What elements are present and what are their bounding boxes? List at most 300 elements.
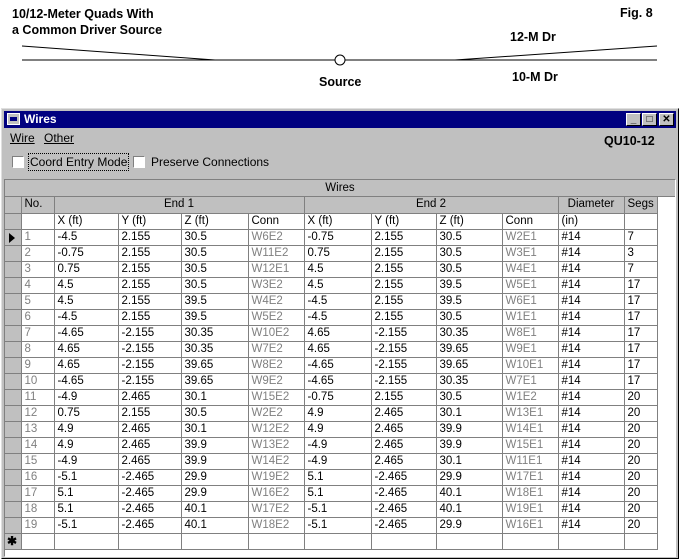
segs-cell[interactable]: 17: [624, 277, 657, 293]
row-selector[interactable]: [5, 325, 21, 341]
table-row[interactable]: [5, 485, 657, 501]
close-button[interactable]: ✕: [659, 113, 674, 126]
end2-z-cell[interactable]: 40.1: [436, 501, 502, 517]
end2-y-cell[interactable]: 2.155: [371, 229, 436, 245]
table-row[interactable]: [5, 373, 657, 389]
end2-conn-cell[interactable]: W10E1: [502, 357, 558, 373]
end2-conn-cell[interactable]: W16E1: [502, 517, 558, 533]
end1-y-cell[interactable]: 2.155: [118, 229, 181, 245]
end1-y-cell[interactable]: 2.465: [118, 421, 181, 437]
end1-z-cell[interactable]: 39.65: [181, 357, 248, 373]
subheader-y1: Y (ft): [118, 213, 181, 229]
end1-conn-cell[interactable]: W2E2: [248, 405, 304, 421]
end1-conn-cell[interactable]: W11E2: [248, 245, 304, 261]
new-row-cell[interactable]: [54, 533, 118, 549]
end2-conn-cell[interactable]: W13E1: [502, 405, 558, 421]
end2-conn-cell[interactable]: W19E1: [502, 501, 558, 517]
end1-x-cell[interactable]: 4.5: [54, 277, 118, 293]
diameter-cell[interactable]: #14: [558, 485, 624, 501]
end1-x-cell[interactable]: -4.5: [54, 309, 118, 325]
end2-z-cell[interactable]: 30.1: [436, 453, 502, 469]
end1-y-cell[interactable]: 2.155: [118, 405, 181, 421]
row-selector[interactable]: [5, 453, 21, 469]
end1-y-cell[interactable]: 2.465: [118, 453, 181, 469]
end1-z-cell[interactable]: 39.5: [181, 309, 248, 325]
row-selector[interactable]: [5, 357, 21, 373]
end2-z-cell[interactable]: 30.5: [436, 309, 502, 325]
title-bar[interactable]: [4, 111, 676, 128]
end2-x-cell[interactable]: -5.1: [304, 517, 371, 533]
end1-y-cell[interactable]: -2.465: [118, 485, 181, 501]
end1-x-cell[interactable]: -0.75: [54, 245, 118, 261]
end2-z-cell[interactable]: 40.1: [436, 485, 502, 501]
end1-x-cell[interactable]: 5.1: [54, 485, 118, 501]
end2-z-cell[interactable]: 29.9: [436, 517, 502, 533]
table-row[interactable]: [5, 309, 657, 325]
end2-z-cell[interactable]: 30.35: [436, 325, 502, 341]
wire-number-cell[interactable]: 13: [21, 421, 54, 437]
end1-conn-cell[interactable]: W13E2: [248, 437, 304, 453]
end2-x-cell[interactable]: -4.9: [304, 453, 371, 469]
segs-cell[interactable]: 17: [624, 341, 657, 357]
end1-conn-cell[interactable]: W19E2: [248, 469, 304, 485]
end1-x-cell[interactable]: 4.9: [54, 437, 118, 453]
table-row[interactable]: [5, 405, 657, 421]
end1-z-cell[interactable]: 30.5: [181, 277, 248, 293]
end2-x-cell[interactable]: 0.75: [304, 245, 371, 261]
end1-z-cell[interactable]: 30.1: [181, 421, 248, 437]
end2-conn-cell[interactable]: W6E1: [502, 293, 558, 309]
end1-conn-cell[interactable]: W10E2: [248, 325, 304, 341]
wire-number-cell[interactable]: 18: [21, 501, 54, 517]
end2-z-cell[interactable]: 30.5: [436, 229, 502, 245]
end1-y-cell[interactable]: -2.465: [118, 501, 181, 517]
end1-x-cell[interactable]: -4.9: [54, 389, 118, 405]
row-selector[interactable]: [5, 469, 21, 485]
end1-y-cell[interactable]: 2.465: [118, 437, 181, 453]
segs-cell[interactable]: 17: [624, 309, 657, 325]
end2-x-cell[interactable]: -0.75: [304, 229, 371, 245]
end2-conn-cell[interactable]: W18E1: [502, 485, 558, 501]
end2-y-cell[interactable]: 2.465: [371, 421, 436, 437]
table-row[interactable]: [5, 341, 657, 357]
coord-entry-box[interactable]: [12, 156, 24, 168]
row-selector[interactable]: [5, 261, 21, 277]
row-selector[interactable]: [5, 533, 21, 549]
segs-cell[interactable]: 20: [624, 437, 657, 453]
end1-z-cell[interactable]: 29.9: [181, 485, 248, 501]
subheader-x1: X (ft): [54, 213, 118, 229]
end1-conn-cell[interactable]: W14E2: [248, 453, 304, 469]
end1-x-cell[interactable]: 4.5: [54, 293, 118, 309]
end1-z-cell[interactable]: 40.1: [181, 501, 248, 517]
end1-y-cell[interactable]: -2.465: [118, 517, 181, 533]
end1-y-cell[interactable]: -2.155: [118, 373, 181, 389]
end2-z-cell[interactable]: 39.9: [436, 437, 502, 453]
end1-y-cell[interactable]: -2.155: [118, 325, 181, 341]
corner-cell: [5, 197, 21, 213]
end2-conn-cell[interactable]: W1E2: [502, 389, 558, 405]
source-marker: [335, 55, 345, 65]
wires-grid[interactable]: [4, 179, 676, 557]
new-row-asterisk-icon: ✱: [7, 533, 18, 548]
end2-z-cell[interactable]: 39.5: [436, 277, 502, 293]
subheader-conn1: Conn: [248, 213, 304, 229]
end1-x-cell[interactable]: 5.1: [54, 501, 118, 517]
end2-conn-cell[interactable]: W4E1: [502, 261, 558, 277]
table-row[interactable]: [5, 469, 657, 485]
end2-conn-cell[interactable]: W15E1: [502, 437, 558, 453]
end2-y-cell[interactable]: -2.155: [371, 325, 436, 341]
minimize-button[interactable]: _: [626, 113, 641, 126]
row-selector[interactable]: [5, 373, 21, 389]
end1-conn-cell[interactable]: W15E2: [248, 389, 304, 405]
end2-y-cell[interactable]: 2.155: [371, 261, 436, 277]
end2-y-cell[interactable]: -2.465: [371, 485, 436, 501]
end2-conn-cell[interactable]: W17E1: [502, 469, 558, 485]
end2-z-cell[interactable]: 30.5: [436, 245, 502, 261]
end2-x-cell[interactable]: -4.5: [304, 309, 371, 325]
end1-x-cell[interactable]: 4.9: [54, 421, 118, 437]
header-row-columns: [5, 213, 657, 229]
end1-x-cell[interactable]: -5.1: [54, 517, 118, 533]
end1-z-cell[interactable]: 39.9: [181, 437, 248, 453]
end1-y-cell[interactable]: -2.155: [118, 341, 181, 357]
end2-conn-cell[interactable]: W2E1: [502, 229, 558, 245]
row-selector[interactable]: [5, 245, 21, 261]
wire-number-cell[interactable]: 1: [21, 229, 54, 245]
end2-x-cell[interactable]: -4.65: [304, 357, 371, 373]
row-selector[interactable]: [5, 309, 21, 325]
row-selector[interactable]: [5, 421, 21, 437]
end1-y-cell[interactable]: 2.155: [118, 293, 181, 309]
end1-y-cell[interactable]: 2.155: [118, 261, 181, 277]
new-row-cell[interactable]: [118, 533, 181, 549]
row-selector[interactable]: [5, 405, 21, 421]
new-row-cell[interactable]: [248, 533, 304, 549]
row-selector[interactable]: [5, 389, 21, 405]
end2-x-cell[interactable]: 5.1: [304, 485, 371, 501]
end1-x-cell[interactable]: 0.75: [54, 405, 118, 421]
end2-z-cell[interactable]: 39.5: [436, 293, 502, 309]
end1-z-cell[interactable]: 30.35: [181, 341, 248, 357]
end1-x-cell[interactable]: 0.75: [54, 261, 118, 277]
end2-y-cell[interactable]: -2.465: [371, 501, 436, 517]
end1-z-cell[interactable]: 39.5: [181, 293, 248, 309]
end1-conn-cell[interactable]: W12E2: [248, 421, 304, 437]
menu-other[interactable]: Other: [44, 131, 75, 145]
coord-entry-label[interactable]: Coord Entry Mode: [30, 155, 128, 169]
end2-y-cell[interactable]: 2.155: [371, 293, 436, 309]
end2-z-cell[interactable]: 39.9: [436, 421, 502, 437]
diameter-cell[interactable]: #14: [558, 501, 624, 517]
end1-z-cell[interactable]: 30.35: [181, 325, 248, 341]
window-icon[interactable]: [7, 113, 20, 125]
new-row-cell[interactable]: [558, 533, 624, 549]
diameter-cell[interactable]: #14: [558, 389, 624, 405]
end1-x-cell[interactable]: -5.1: [54, 469, 118, 485]
table-row[interactable]: [5, 325, 657, 341]
diameter-cell[interactable]: #14: [558, 453, 624, 469]
menu-wire[interactable]: Wire: [10, 131, 35, 145]
end2-conn-cell[interactable]: W14E1: [502, 421, 558, 437]
end2-conn-cell[interactable]: W7E1: [502, 373, 558, 389]
window-title: Wires: [24, 112, 57, 126]
end1-z-cell[interactable]: 30.5: [181, 405, 248, 421]
segs-cell[interactable]: 7: [624, 229, 657, 245]
diameter-cell[interactable]: #14: [558, 517, 624, 533]
diameter-cell[interactable]: #14: [558, 261, 624, 277]
new-row-cell[interactable]: [371, 533, 436, 549]
end2-x-cell[interactable]: -5.1: [304, 501, 371, 517]
wire-number-cell[interactable]: 9: [21, 357, 54, 373]
subheader-blank: [21, 213, 54, 229]
diameter-cell[interactable]: #14: [558, 293, 624, 309]
subheader-conn2: Conn: [502, 213, 558, 229]
row-selector[interactable]: [5, 485, 21, 501]
header-segs[interactable]: Segs: [624, 197, 657, 213]
end1-conn-cell[interactable]: W16E2: [248, 485, 304, 501]
label-12m-driver: 12-M Dr: [510, 30, 556, 44]
wire-number-cell[interactable]: 16: [21, 469, 54, 485]
subheader-x2: X (ft): [304, 213, 371, 229]
end1-z-cell[interactable]: 40.1: [181, 517, 248, 533]
diameter-cell[interactable]: #14: [558, 437, 624, 453]
wire-number-cell[interactable]: 19: [21, 517, 54, 533]
end1-x-cell[interactable]: -4.65: [54, 325, 118, 341]
end1-x-cell[interactable]: 4.65: [54, 341, 118, 357]
end1-y-cell[interactable]: 2.465: [118, 389, 181, 405]
new-row-cell[interactable]: [624, 533, 657, 549]
table-row[interactable]: [5, 437, 657, 453]
end2-z-cell[interactable]: 30.35: [436, 373, 502, 389]
end2-y-cell[interactable]: 2.465: [371, 453, 436, 469]
new-row-cell[interactable]: [436, 533, 502, 549]
table-row[interactable]: [5, 261, 657, 277]
end2-y-cell[interactable]: -2.155: [371, 357, 436, 373]
segs-cell[interactable]: 20: [624, 501, 657, 517]
end2-conn-cell[interactable]: W9E1: [502, 341, 558, 357]
end2-x-cell[interactable]: 5.1: [304, 469, 371, 485]
end1-x-cell[interactable]: -4.9: [54, 453, 118, 469]
end1-z-cell[interactable]: 39.9: [181, 453, 248, 469]
end2-conn-cell[interactable]: W11E1: [502, 453, 558, 469]
end2-conn-cell[interactable]: W1E1: [502, 309, 558, 325]
preserve-connections-box[interactable]: [133, 156, 145, 168]
end2-x-cell[interactable]: 4.9: [304, 421, 371, 437]
end1-x-cell[interactable]: -4.5: [54, 229, 118, 245]
segs-cell[interactable]: 20: [624, 405, 657, 421]
segs-cell[interactable]: 20: [624, 485, 657, 501]
end1-z-cell[interactable]: 39.65: [181, 373, 248, 389]
header-end2[interactable]: End 2: [304, 197, 558, 213]
end1-conn-cell[interactable]: W7E2: [248, 341, 304, 357]
model-name: QU10-12: [604, 134, 655, 148]
row-selector[interactable]: [5, 517, 21, 533]
diameter-cell[interactable]: #14: [558, 277, 624, 293]
row-selector[interactable]: [5, 277, 21, 293]
wire-number-cell[interactable]: 12: [21, 405, 54, 421]
diameter-cell[interactable]: #14: [558, 309, 624, 325]
end2-y-cell[interactable]: 2.465: [371, 405, 436, 421]
new-row-cell[interactable]: [181, 533, 248, 549]
header-end1[interactable]: End 1: [54, 197, 304, 213]
table-row[interactable]: [5, 229, 657, 245]
table-row[interactable]: [5, 501, 657, 517]
diameter-cell[interactable]: #14: [558, 469, 624, 485]
end2-x-cell[interactable]: 4.65: [304, 341, 371, 357]
segs-cell[interactable]: 20: [624, 469, 657, 485]
end1-conn-cell[interactable]: W8E2: [248, 357, 304, 373]
end1-y-cell[interactable]: -2.465: [118, 469, 181, 485]
wire-number-cell[interactable]: 3: [21, 261, 54, 277]
figure-title-line1: 10/12-Meter Quads With: [12, 7, 154, 21]
end2-x-cell[interactable]: -4.9: [304, 437, 371, 453]
new-row[interactable]: [5, 533, 657, 549]
row-selector[interactable]: [5, 229, 21, 245]
wire-number-cell[interactable]: 8: [21, 341, 54, 357]
header-diameter[interactable]: Diameter: [558, 197, 624, 213]
end1-conn-cell[interactable]: W5E2: [248, 309, 304, 325]
table-row[interactable]: [5, 389, 657, 405]
end2-x-cell[interactable]: 4.5: [304, 277, 371, 293]
wire-number-cell[interactable]: 15: [21, 453, 54, 469]
row-selector[interactable]: [5, 341, 21, 357]
end1-conn-cell[interactable]: W4E2: [248, 293, 304, 309]
end2-conn-cell[interactable]: W8E1: [502, 325, 558, 341]
table-row[interactable]: [5, 277, 657, 293]
end2-x-cell[interactable]: -4.5: [304, 293, 371, 309]
end2-conn-cell[interactable]: W5E1: [502, 277, 558, 293]
end2-y-cell[interactable]: 2.465: [371, 437, 436, 453]
diameter-cell[interactable]: #14: [558, 325, 624, 341]
wire-number-cell[interactable]: 17: [21, 485, 54, 501]
diameter-cell[interactable]: #14: [558, 357, 624, 373]
segs-cell[interactable]: 17: [624, 357, 657, 373]
maximize-button[interactable]: □: [642, 113, 657, 126]
table-row[interactable]: [5, 245, 657, 261]
end2-y-cell[interactable]: -2.465: [371, 469, 436, 485]
diameter-cell[interactable]: #14: [558, 229, 624, 245]
wire-number-cell[interactable]: 10: [21, 373, 54, 389]
wire-number-cell[interactable]: 11: [21, 389, 54, 405]
end2-y-cell[interactable]: -2.155: [371, 373, 436, 389]
subheader-y2: Y (ft): [371, 213, 436, 229]
end1-y-cell[interactable]: 2.155: [118, 277, 181, 293]
segs-cell[interactable]: 17: [624, 325, 657, 341]
wire-number-cell[interactable]: 4: [21, 277, 54, 293]
header-row-groups: [5, 197, 657, 213]
wires-window: [1, 108, 679, 559]
row-selector[interactable]: [5, 437, 21, 453]
segs-cell[interactable]: 20: [624, 453, 657, 469]
table-row[interactable]: [5, 293, 657, 309]
header-no[interactable]: No.: [21, 197, 54, 213]
coord-entry-checkbox[interactable]: [12, 154, 128, 170]
preserve-connections-label[interactable]: Preserve Connections: [151, 155, 270, 169]
end1-conn-cell[interactable]: W17E2: [248, 501, 304, 517]
segs-cell[interactable]: 17: [624, 293, 657, 309]
end2-y-cell[interactable]: 2.155: [371, 277, 436, 293]
end2-z-cell[interactable]: 29.9: [436, 469, 502, 485]
end2-x-cell[interactable]: 4.65: [304, 325, 371, 341]
end2-x-cell[interactable]: -4.65: [304, 373, 371, 389]
end1-z-cell[interactable]: 30.1: [181, 389, 248, 405]
end2-z-cell[interactable]: 30.5: [436, 261, 502, 277]
table-row[interactable]: [5, 453, 657, 469]
wire-number-cell[interactable]: 6: [21, 309, 54, 325]
label-10m-driver: 10-M Dr: [512, 70, 558, 84]
end1-x-cell[interactable]: 4.65: [54, 357, 118, 373]
segs-cell[interactable]: 20: [624, 517, 657, 533]
diameter-cell[interactable]: #14: [558, 373, 624, 389]
end2-y-cell[interactable]: 2.155: [371, 309, 436, 325]
end1-conn-cell[interactable]: W3E2: [248, 277, 304, 293]
table-row[interactable]: [5, 357, 657, 373]
segs-cell[interactable]: 20: [624, 421, 657, 437]
end1-y-cell[interactable]: 2.155: [118, 309, 181, 325]
wire-number-cell[interactable]: 5: [21, 293, 54, 309]
new-row-cell[interactable]: [304, 533, 371, 549]
end1-conn-cell[interactable]: W12E1: [248, 261, 304, 277]
segs-cell[interactable]: 20: [624, 389, 657, 405]
end1-z-cell[interactable]: 30.5: [181, 229, 248, 245]
diameter-cell[interactable]: #14: [558, 245, 624, 261]
preserve-connections-checkbox[interactable]: [133, 154, 270, 170]
end2-x-cell[interactable]: 4.9: [304, 405, 371, 421]
end2-y-cell[interactable]: -2.155: [371, 341, 436, 357]
end2-z-cell[interactable]: 30.5: [436, 389, 502, 405]
diameter-cell[interactable]: #14: [558, 421, 624, 437]
end1-conn-cell[interactable]: W9E2: [248, 373, 304, 389]
wire-number-cell[interactable]: 7: [21, 325, 54, 341]
diameter-cell[interactable]: #14: [558, 405, 624, 421]
wire-number-cell[interactable]: 14: [21, 437, 54, 453]
row-selector[interactable]: [5, 501, 21, 517]
end2-x-cell[interactable]: -0.75: [304, 389, 371, 405]
end1-z-cell[interactable]: 30.5: [181, 261, 248, 277]
end2-x-cell[interactable]: 4.5: [304, 261, 371, 277]
new-row-cell[interactable]: [21, 533, 54, 549]
new-row-cell[interactable]: [502, 533, 558, 549]
end1-y-cell[interactable]: -2.155: [118, 357, 181, 373]
segs-cell[interactable]: 7: [624, 261, 657, 277]
end2-y-cell[interactable]: -2.465: [371, 517, 436, 533]
end2-z-cell[interactable]: 39.65: [436, 341, 502, 357]
segs-cell[interactable]: 17: [624, 373, 657, 389]
end1-conn-cell[interactable]: W6E2: [248, 229, 304, 245]
row-selector[interactable]: [5, 293, 21, 309]
end2-y-cell[interactable]: 2.155: [371, 389, 436, 405]
end2-z-cell[interactable]: 39.65: [436, 357, 502, 373]
end1-conn-cell[interactable]: W18E2: [248, 517, 304, 533]
segs-cell[interactable]: 3: [624, 245, 657, 261]
wire-number-cell[interactable]: 2: [21, 245, 54, 261]
end2-y-cell[interactable]: 2.155: [371, 245, 436, 261]
figure-diagram: [0, 0, 681, 108]
label-source: Source: [319, 75, 362, 89]
end2-z-cell[interactable]: 30.1: [436, 405, 502, 421]
end1-z-cell[interactable]: 30.5: [181, 245, 248, 261]
end1-z-cell[interactable]: 29.9: [181, 469, 248, 485]
table-row[interactable]: [5, 517, 657, 533]
end1-y-cell[interactable]: 2.155: [118, 245, 181, 261]
table-row[interactable]: [5, 421, 657, 437]
diameter-cell[interactable]: #14: [558, 341, 624, 357]
end2-conn-cell[interactable]: W3E1: [502, 245, 558, 261]
end1-x-cell[interactable]: -4.65: [54, 373, 118, 389]
corner-cell-2: [5, 213, 21, 229]
